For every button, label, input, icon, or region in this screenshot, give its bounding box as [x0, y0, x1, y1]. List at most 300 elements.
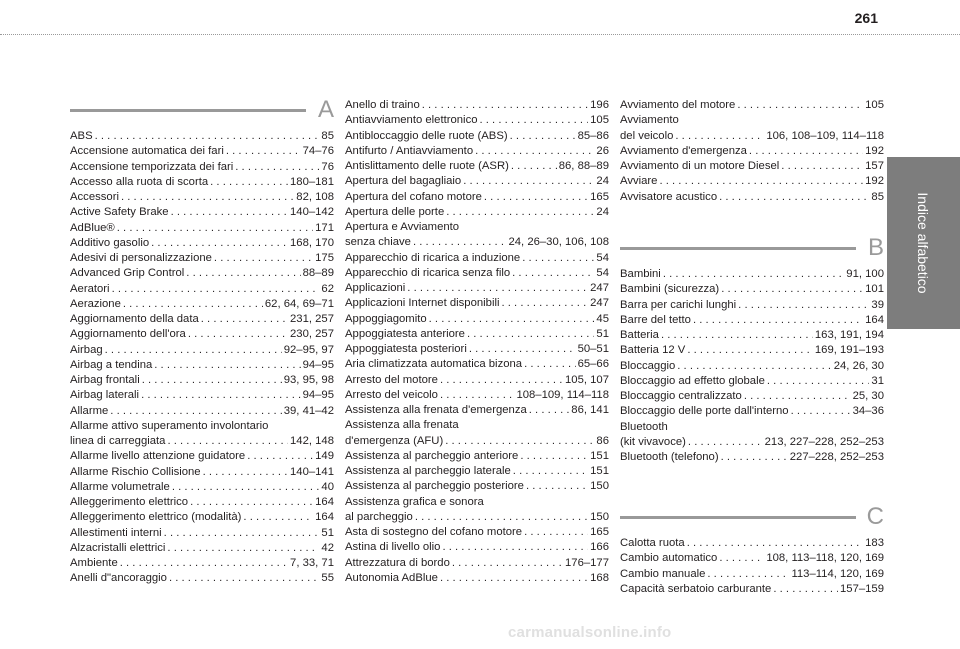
index-entry-pages: 140–142 — [290, 206, 334, 219]
index-entry — [620, 536, 884, 551]
index-entry-pages: 140–141 — [290, 465, 334, 478]
index-entry-pages: 45 — [596, 312, 609, 325]
index-entry — [345, 495, 609, 510]
index-entry-pages: 85 — [321, 130, 334, 142]
dot-leader — [737, 98, 863, 113]
index-entry-pages: 86, 141 — [571, 404, 609, 416]
dot-leader — [463, 174, 594, 189]
dot-leader — [520, 449, 588, 464]
index-entry — [70, 404, 334, 419]
index-entry-pages: 231, 257 — [290, 313, 334, 325]
index-entry-term: Aeratori — [70, 282, 110, 295]
index-entry-term: Asta di sostegno del cofano motore — [345, 526, 523, 538]
dot-leader — [781, 159, 863, 174]
index-entry-pages: 164 — [315, 511, 334, 524]
index-entry-pages: 175 — [315, 252, 334, 264]
index-entry-term: Apertura del cofano motore — [345, 190, 482, 203]
index-entry-term: Accensione automatica dei fari — [70, 145, 224, 158]
index-entry-term: Accessori — [70, 191, 119, 203]
dot-leader — [687, 343, 813, 358]
index-entry — [345, 403, 609, 418]
dot-leader — [707, 567, 789, 582]
index-entry — [70, 373, 334, 388]
index-entry — [620, 343, 884, 358]
index-entry-term: Antifurto / Antiavviamento — [345, 144, 474, 157]
index-entry — [70, 297, 334, 312]
dot-leader — [469, 342, 576, 357]
dot-leader — [440, 373, 563, 388]
watermark-footer: carmanualsonline.info — [508, 624, 672, 641]
index-entry-pages: 76 — [321, 160, 334, 173]
index-entry — [620, 567, 884, 582]
index-entry — [70, 480, 334, 495]
index-entry-term: Barra per carichi lunghi — [620, 298, 737, 311]
index-entry-term: Antislittamento delle ruote (ASR) — [345, 160, 509, 172]
index-entry-term: (kit vivavoce) — [620, 435, 686, 448]
index-entry-term: Assistenza alla frenata d'emergenza — [345, 404, 527, 416]
index-entry-term: Airbag laterali — [70, 389, 140, 402]
index-entry-pages: 40 — [321, 480, 334, 493]
entry-list — [620, 536, 884, 597]
index-entry-pages: 39, 41–42 — [283, 404, 334, 417]
index-entry-pages: 94–95 — [302, 358, 334, 371]
index-entry — [70, 571, 334, 586]
side-tab-label: Indice alfabetico — [915, 192, 931, 294]
dot-leader — [167, 434, 288, 449]
index-entry — [345, 281, 609, 296]
heading-letter: A — [317, 96, 334, 123]
index-entry — [70, 282, 334, 297]
entry-list — [620, 98, 884, 205]
index-entry-term: Assistenza al parcheggio anteriore — [345, 449, 519, 462]
index-entry-pages: 50–51 — [577, 343, 609, 355]
dot-leader — [452, 556, 563, 571]
dot-leader — [738, 298, 869, 313]
dot-leader — [415, 510, 588, 525]
dot-leader — [190, 495, 313, 510]
index-entry — [70, 221, 334, 236]
dot-leader — [201, 312, 288, 327]
dot-leader — [791, 404, 851, 419]
dot-leader — [480, 113, 589, 128]
dot-leader — [661, 328, 813, 343]
index-entry — [345, 220, 609, 235]
index-entry-term: Arresto del motore — [345, 373, 438, 386]
dot-leader — [512, 266, 594, 281]
page-number: 261 — [854, 10, 878, 26]
index-entry-pages: 247 — [590, 297, 609, 310]
index-entry — [70, 266, 334, 281]
dot-leader — [677, 359, 831, 374]
index-entry-term: Aria climatizzata automatica bizona — [345, 358, 523, 371]
index-entry-pages: 85 — [871, 190, 884, 203]
index-entry — [70, 327, 334, 342]
index-entry-pages: 108, 113–118, 120, 169 — [766, 552, 884, 565]
index-entry-term: Appoggiagomito — [345, 312, 427, 325]
index-entry-term: linea di carreggiata — [70, 435, 166, 447]
entry-list — [345, 98, 609, 586]
index-entry — [345, 342, 609, 357]
letter-heading-b — [620, 236, 884, 260]
index-entry-term: Bloccaggio delle porte dall'interno — [620, 405, 789, 418]
index-entry-term: Bluetooth (telefono) — [620, 451, 719, 463]
index-entry — [620, 267, 884, 282]
heading-letter: B — [867, 234, 884, 261]
index-entry-term: Assistenza grafica e sonora — [345, 495, 484, 508]
dot-leader — [440, 388, 515, 403]
dot-leader — [524, 525, 588, 540]
index-entry-term: Ambiente — [70, 557, 118, 569]
index-entry — [620, 144, 884, 159]
letter-heading-a — [70, 98, 334, 122]
index-entry-term: Arresto del veicolo — [345, 388, 438, 401]
dot-leader — [117, 221, 313, 236]
dot-leader — [95, 129, 320, 144]
index-entry-term: Airbag — [70, 343, 103, 356]
index-entry-pages: 86, 88–89 — [558, 160, 609, 172]
index-entry-term: Autonomia AdBlue — [345, 571, 438, 584]
dot-leader — [243, 510, 313, 525]
index-entry — [620, 435, 884, 450]
dot-leader — [719, 551, 764, 566]
index-entry-pages: 166 — [590, 541, 609, 554]
index-entry — [345, 525, 609, 540]
dot-leader — [675, 129, 764, 144]
index-entry-pages: 94–95 — [302, 389, 334, 402]
index-entry-term: Attrezzatura di bordo — [345, 556, 450, 569]
dot-leader — [693, 313, 863, 328]
index-entry — [70, 160, 334, 175]
index-entry-pages: 108–109, 114–118 — [516, 388, 609, 401]
dot-leader — [422, 98, 588, 113]
index-entry-pages: 82, 108 — [296, 191, 334, 203]
index-entry — [70, 358, 334, 373]
index-entry — [345, 540, 609, 555]
index-entry — [345, 312, 609, 327]
dot-leader — [154, 358, 300, 373]
index-entry-pages: 34–36 — [852, 405, 884, 418]
index-entry — [620, 129, 884, 144]
dot-leader — [524, 357, 576, 372]
index-entry — [345, 251, 609, 266]
index-entry-pages: 230, 257 — [290, 328, 334, 341]
dot-leader — [407, 281, 588, 296]
index-entry-pages: 150 — [590, 510, 609, 523]
index-entry-pages: 105 — [865, 99, 884, 111]
dot-leader — [169, 571, 319, 586]
index-entry-term: del veicolo — [620, 129, 674, 142]
index-entry-pages: 7, 33, 71 — [290, 557, 334, 569]
index-entry — [70, 556, 334, 571]
dot-leader — [445, 434, 594, 449]
index-entry-term: Airbag a tendina — [70, 358, 153, 371]
index-entry-pages: 74–76 — [302, 145, 334, 158]
index-entry-pages: 42 — [321, 541, 334, 554]
dot-leader — [141, 388, 301, 403]
index-entry-pages: 24 — [596, 205, 609, 218]
index-entry-term: d'emergenza (AFU) — [345, 434, 444, 447]
index-entry-pages: 106, 108–109, 114–118 — [766, 129, 884, 142]
index-entry-pages: 183 — [865, 537, 884, 549]
index-entry-pages: 165 — [590, 526, 609, 538]
index-entry — [620, 389, 884, 404]
index-entry — [70, 388, 334, 403]
dot-leader — [151, 236, 288, 251]
letter-heading-c — [620, 505, 884, 529]
index-entry-pages: 113–114, 120, 169 — [791, 567, 884, 580]
index-entry — [70, 236, 334, 251]
dot-leader — [203, 465, 288, 480]
index-entry-pages: 142, 148 — [290, 435, 334, 447]
index-entry — [70, 434, 334, 449]
index-entry-pages: 165 — [590, 190, 609, 203]
index-entry-term: Avviamento del motore — [620, 99, 736, 111]
index-entry-term: Aggiornamento dell'ora — [70, 328, 186, 341]
index-entry-term: Apertura e Avviamento — [345, 221, 460, 233]
index-entry — [345, 510, 609, 525]
index-entry — [620, 174, 884, 189]
index-entry-term: Astina di livello olio — [345, 541, 441, 554]
index-entry — [620, 190, 884, 205]
index-entry — [345, 571, 609, 586]
index-entry-pages: 227–228, 252–253 — [789, 451, 884, 463]
index-entry-term: Anello di traino — [345, 99, 420, 111]
dot-leader — [446, 205, 594, 220]
dot-leader — [513, 464, 588, 479]
index-entry-term: Calotta ruota — [620, 537, 685, 549]
dot-leader — [744, 389, 851, 404]
index-entry-term: Alleggerimento elettrico (modalità) — [70, 511, 242, 524]
index-entry — [345, 266, 609, 281]
heading-rule — [620, 516, 856, 519]
index-entry-term: Batteria — [620, 329, 659, 341]
index-entry-term: al parcheggio — [345, 510, 413, 523]
dot-leader — [171, 205, 288, 220]
dot-leader — [510, 129, 576, 144]
index-entry — [70, 312, 334, 327]
index-entry-pages: 151 — [590, 465, 609, 477]
index-entry-pages: 105, 107 — [565, 373, 609, 386]
index-entry-pages: 247 — [590, 282, 609, 294]
dot-leader — [247, 449, 313, 464]
index-entry — [345, 327, 609, 342]
index-entry — [70, 251, 334, 266]
index-entry — [70, 510, 334, 525]
index-entry-pages: 192 — [865, 144, 884, 157]
index-entry-term: Applicazioni — [345, 282, 406, 294]
index-entry — [620, 328, 884, 343]
index-entry-pages: 54 — [596, 251, 609, 264]
dot-leader — [413, 235, 507, 250]
index-entry-term: Avviamento d'emergenza — [620, 144, 747, 157]
index-entry — [345, 556, 609, 571]
index-entry-pages: 171 — [315, 221, 334, 234]
index-entry-term: Apertura del bagagliaio — [345, 175, 462, 188]
index-entry-pages: 163, 191, 194 — [814, 329, 884, 341]
index-entry-pages: 150 — [590, 480, 609, 493]
dot-leader — [773, 582, 838, 597]
index-entry-term: Alleggerimento elettrico — [70, 496, 189, 508]
dot-leader — [511, 159, 557, 174]
dot-leader — [167, 541, 319, 556]
dot-leader — [123, 297, 263, 312]
index-entry-term: Appoggiatesta anteriore — [345, 327, 465, 340]
dot-leader — [767, 374, 870, 389]
index-entry-term: Assistenza alla frenata — [345, 419, 459, 432]
index-entry — [345, 449, 609, 464]
index-entry-term: Aggiornamento della data — [70, 313, 199, 325]
index-entry-term: Allarme attivo superamento involontario — [70, 419, 269, 432]
index-entry-pages: 192 — [865, 175, 884, 188]
index-entry-term: Appoggiatesta posteriori — [345, 343, 467, 355]
index-entry — [620, 374, 884, 389]
index-entry-term: Advanced Grip Control — [70, 267, 185, 280]
index-entry-term: Batteria 12 V — [620, 344, 686, 357]
index-entry-term: Bloccaggio ad effetto globale — [620, 374, 765, 387]
dot-leader — [235, 160, 319, 175]
index-entry-term: Accesso alla ruota di scorta — [70, 175, 209, 188]
index-entry — [345, 174, 609, 189]
heading-rule — [620, 247, 856, 250]
entry-list — [70, 129, 334, 587]
index-entry-pages: 54 — [596, 266, 609, 279]
index-entry-pages: 91, 100 — [846, 268, 884, 280]
index-entry-pages: 51 — [321, 526, 334, 539]
index-entry-term: Bluetooth — [620, 420, 668, 433]
index-entry-pages: 213, 227–228, 252–253 — [764, 435, 884, 448]
index-entry-pages: 168 — [590, 571, 609, 584]
index-entry — [620, 404, 884, 419]
index-entry-pages: 55 — [321, 572, 334, 585]
index-entry — [620, 420, 884, 435]
index-entry-term: Cambio automatico — [620, 552, 718, 565]
index-entry — [70, 205, 334, 220]
index-entry-pages: 26 — [596, 144, 609, 157]
dot-leader — [112, 282, 320, 297]
index-entry-term: Adesivi di personalizzazione — [70, 252, 212, 264]
index-entry-pages: 85–86 — [577, 129, 609, 142]
index-entry — [345, 418, 609, 433]
dot-leader — [688, 435, 763, 450]
section-side-tab — [887, 157, 960, 329]
index-entry-pages: 24, 26, 30 — [833, 359, 884, 372]
index-entry-pages: 164 — [315, 496, 334, 508]
index-entry-term: Capacità serbatoio carburante — [620, 582, 772, 595]
index-entry — [620, 113, 884, 128]
index-entry-pages: 24, 26–30, 106, 108 — [508, 236, 609, 249]
index-entry-term: Allarme livello attenzione guidatore — [70, 450, 246, 463]
index-entry — [70, 419, 334, 434]
dot-leader — [164, 526, 320, 541]
index-entry-term: Additivo gasolio — [70, 236, 150, 249]
dot-leader — [687, 536, 863, 551]
index-entry — [345, 144, 609, 159]
index-entry — [70, 129, 334, 144]
index-entry-term: Anelli d"ancoraggio — [70, 572, 167, 585]
dot-leader — [721, 282, 863, 297]
index-entry-term: Antiavviamento elettronico — [345, 114, 478, 127]
index-entry-pages: 180–181 — [290, 175, 334, 188]
index-entry — [345, 479, 609, 494]
dot-leader — [526, 479, 588, 494]
heading-rule — [70, 109, 306, 112]
index-entry — [620, 298, 884, 313]
dot-leader — [475, 144, 594, 159]
index-entry-term: Cambio manuale — [620, 567, 706, 580]
index-entry — [620, 450, 884, 465]
index-entry — [620, 359, 884, 374]
dot-leader — [442, 540, 588, 555]
dot-leader — [429, 312, 595, 327]
index-entry-term: Antibloccaggio delle ruote (ABS) — [345, 129, 508, 142]
dot-leader — [172, 480, 320, 495]
index-entry-term: Bloccaggio centralizzato — [620, 390, 742, 402]
index-entry-pages: 93, 95, 98 — [283, 374, 334, 386]
dot-leader — [529, 403, 570, 418]
index-entry-term: Aerazione — [70, 297, 121, 310]
index-entry — [345, 159, 609, 174]
index-entry-pages: 176–177 — [565, 556, 609, 569]
index-entry-term: Applicazioni Internet disponibili — [345, 297, 500, 310]
index-entry-term: AdBlue® — [70, 221, 115, 234]
index-entry-term: Avviamento di un motore Diesel — [620, 160, 780, 172]
dot-leader — [226, 144, 301, 159]
index-entry-term: Accensione temporizzata dei fari — [70, 160, 234, 173]
index-entry-pages: 31 — [871, 374, 884, 387]
index-entry — [345, 98, 609, 113]
dot-leader — [186, 266, 300, 281]
index-entry — [70, 541, 334, 556]
index-entry-pages: 86 — [596, 434, 609, 447]
index-entry-pages: 65–66 — [577, 358, 609, 371]
heading-letter: C — [866, 503, 884, 530]
index-entry-pages: 39 — [871, 298, 884, 311]
index-entry-term: Apparecchio di ricarica a induzione — [345, 251, 521, 264]
dot-leader — [749, 144, 863, 159]
index-entry — [70, 190, 334, 205]
index-entry — [620, 282, 884, 297]
index-entry — [345, 373, 609, 388]
index-entry — [345, 129, 609, 144]
index-entry — [620, 98, 884, 113]
dot-leader — [719, 190, 869, 205]
dot-leader — [210, 175, 288, 190]
index-entry-pages: 149 — [315, 450, 334, 463]
index-entry-term: Assistenza al parcheggio posteriore — [345, 480, 524, 493]
index-entry — [345, 235, 609, 250]
index-entry — [70, 144, 334, 159]
index-entry-term: Bloccaggio — [620, 359, 676, 372]
dot-leader — [721, 450, 788, 465]
index-entry-pages: 88–89 — [302, 267, 334, 280]
index-entry-pages: 51 — [596, 327, 609, 340]
index-entry — [70, 175, 334, 190]
index-entry-pages: 157–159 — [840, 582, 884, 595]
dot-leader — [659, 174, 863, 189]
index-entry-term: Avvisatore acustico — [620, 190, 718, 203]
dot-leader — [467, 327, 594, 342]
index-entry-pages: 92–95, 97 — [283, 343, 334, 356]
index-entry — [70, 465, 334, 480]
dot-leader — [142, 373, 282, 388]
index-entry-term: senza chiave — [345, 236, 411, 249]
index-entry-term: Airbag frontali — [70, 374, 140, 386]
dot-leader — [188, 327, 288, 342]
index-entry — [620, 159, 884, 174]
index-entry — [345, 434, 609, 449]
dot-leader — [522, 251, 594, 266]
index-entry — [345, 205, 609, 220]
